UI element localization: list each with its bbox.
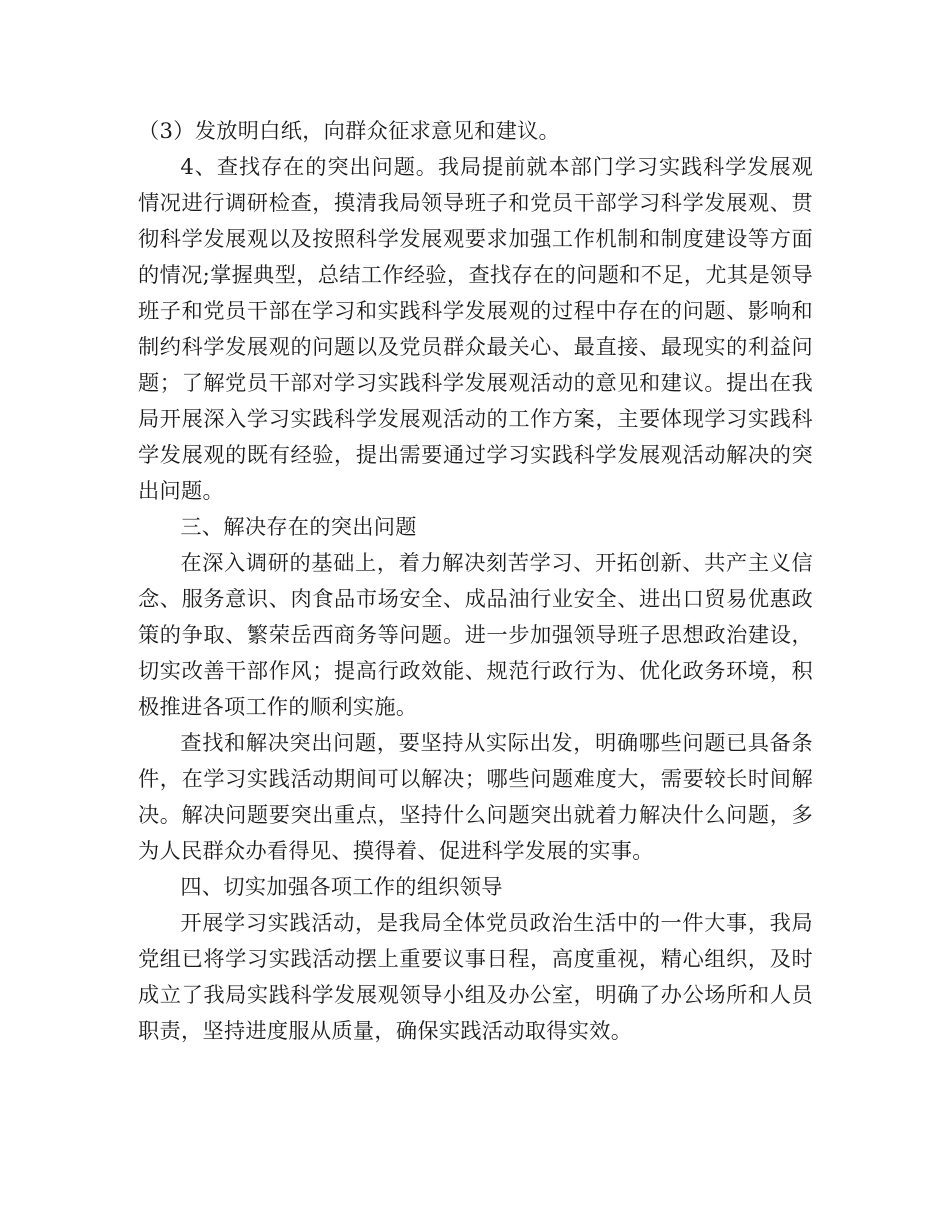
document-body [138, 113, 813, 1049]
paragraph-find-problems: 4、查找存在的突出问题。我局提前就本部门学习实践科学发展观情况进行调研检查，摸清我局领导班子和党员干部学习科学发展观、贯彻科学发展观以及按照科学发展观要求加强工作机制和制度建设等方面的情况;掌握典型，总结工作经验，查找存在的问题和不足，尤其是领导班子和党员干部在学习和实践科学发展观的过程中存在的问题、影响和制约科学发展观的问题以及党员群众最关心、最直接、最现实的利益问题；了解党员干部对学习实践科学发展观活动的意见和建议。提出在我局开展深入学习实践科学发展观活动的工作方案，主要体现学习实践科学发展观的既有经验，提出需要通过学习实践科学发展观活动解决的突出问题。 [138, 154, 813, 503]
section-heading-solve-problems: 三、解决存在的突出问题 [180, 514, 417, 539]
section-heading-organization: 四、切实加强各项工作的组织领导 [180, 874, 503, 899]
paragraph-item-3: （3）发放明白纸，向群众征求意见和建议。 [138, 118, 561, 143]
paragraph-research-basis: 在深入调研的基础上，着力解决刻苦学习、开拓创新、共产主义信念、服务意识、肉食品市场安全、成品油行业安全、进出口贸易优惠政策的争取、繁荣岳西商务等问题。进一步加强领导班子思想政治建设，切实改善干部作风；提高行政效能、规范行政行为、优化政务环境，积极推进各项工作的顺利实施。 [138, 550, 813, 719]
paragraph-activity-organization: 开展学习实践活动，是我局全体党员政治生活中的一件大事，我局党组已将学习实践活动摆上重要议事日程，高度重视，精心组织，及时成立了我局实践科学发展观领导小组及办公室，明确了办公场所和人员职责，坚持进度服从质量，确保实践活动取得实效。 [138, 910, 813, 1043]
paragraph-find-and-solve: 查找和解决突出问题，要坚持从实际出发，明确哪些问题已具备条件，在学习实践活动期间可以解决；哪些问题难度大，需要较长时间解决。解决问题要突出重点，坚持什么问题突出就着力解决什么问题，多为人民群众办看得见、摸得着、促进科学发展的实事。 [138, 730, 813, 863]
